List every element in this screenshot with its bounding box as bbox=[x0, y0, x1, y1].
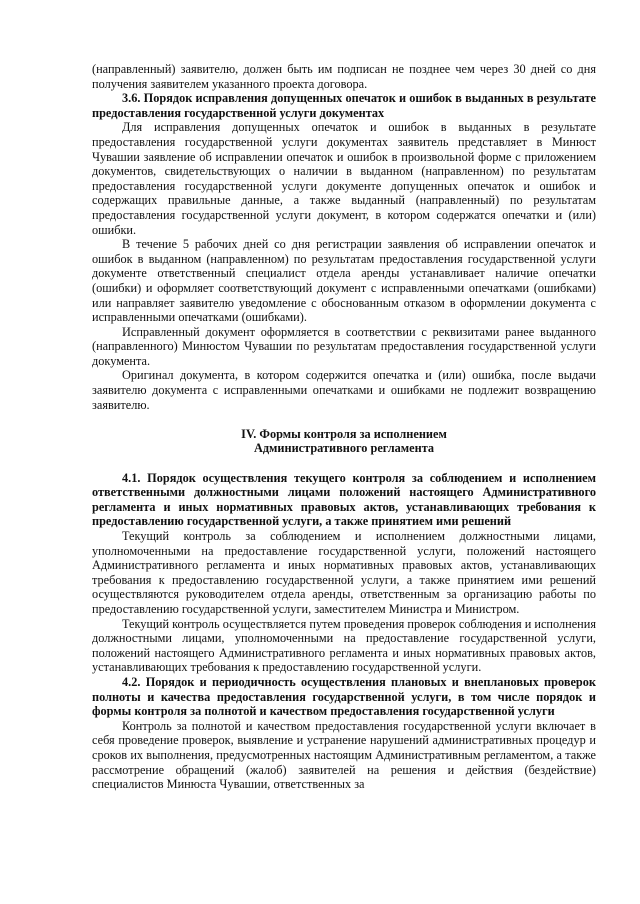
paragraph: Исправленный документ оформляется в соответствии с реквизитами ранее выданного (направленного) Минюстом Чувашии по результатам предоставления государственной услуги документа. bbox=[92, 324, 596, 368]
paragraph: Текущий контроль осуществляется путем проведения проверок соблюдения и исполнения должностными лицами, уполномоченными на предоставление государственной услуги, положений настоящего Административного регламента и иных нормативных правовых актов, устанавливающих требования к предоставлению государственной услуги. bbox=[92, 616, 596, 675]
section-heading-4-1: 4.1. Порядок осуществления текущего контроля за соблюдением и исполнением ответственными должностными лицами положений настоящего Административного регламента и иных нормативных правовых актов, устанавливающих требования к предоставлению государственной услуги, а также принятием ими решений bbox=[92, 470, 596, 529]
paragraph: Текущий контроль за соблюдением и исполнением должностными лицами, уполномоченными на предоставление государственной услуги, положений настоящего Административного регламента и иных нормативных правовых актов, устанавливающих требования к предоставлению государственной услуги, а также принятием ими решений осуществляются руководителем отдела аренды, ответственным за организацию работы по предоставлению государственной услуги, заместителем Министра и Министром. bbox=[92, 529, 596, 616]
spacer bbox=[92, 412, 596, 427]
paragraph: В течение 5 рабочих дней со дня регистрации заявления об исправлении опечаток и ошибок в выданном (направленном) по результатам предоставления государственной услуги документе ответственный специалист отдела аренды устанавливает наличие опечатки (ошибки) и оформляет соответствующий документ с исправленными опечатками (ошибками) или направляет заявителю уведомление с обоснованным отказом в оформлении документа с исправленными опечатками (ошибками). bbox=[92, 237, 596, 325]
paragraph: Для исправления допущенных опечаток и ошибок в выданных в результате предоставления государственной услуги документах заявитель представляет в Минюст Чувашии заявление об исправлении опечаток и ошибок в произвольной форме с приложением документов, свидетельствующих о наличии в выданном (направленном) по результатам предоставления государственной услуги документе допущенных опечаток и ошибок и содержащих правильные данные, а также выданный (направленный) по результатам предоставления государственной услуги документ, в котором содержатся опечатки и (или) ошибки. bbox=[92, 120, 596, 237]
paragraph: Контроль за полнотой и качеством предоставления государственной услуги включает в себя проведение проверок, выявление и устранение нарушений административных процедур и сроков их выполнения, предусмотренных настоящим Административным регламентом, а также рассмотрение обращений (жалоб) заявителей на решения и действия (бездействие) специалистов Минюста Чувашии, ответственных за bbox=[92, 718, 596, 792]
paragraph: Оригинал документа, в котором содержится опечатка и (или) ошибка, после выдачи заявителю документа с исправленными опечатками и ошибками не подлежит возвращению заявителю. bbox=[92, 368, 596, 412]
section-heading-3-6: 3.6. Порядок исправления допущенных опечаток и ошибок в выданных в результате предоставления государственной услуги документах bbox=[92, 91, 596, 120]
chapter-title-line-2: Административного регламента bbox=[253, 441, 435, 456]
spacer bbox=[92, 456, 596, 471]
chapter-title-line-1: IV. Формы контроля за исполнением bbox=[241, 426, 447, 441]
document-page bbox=[92, 62, 596, 792]
section-heading-4-2: 4.2. Порядок и периодичность осуществления плановых и внеплановых проверок полноты и качества предоставления государственной услуги, в том числе порядок и формы контроля за полнотой и качеством предоставления государственной услуги bbox=[92, 674, 596, 719]
paragraph-continuation: (направленный) заявителю, должен быть им подписан не позднее чем через 30 дней со дня получения заявителем указанного проекта договора. bbox=[92, 62, 596, 91]
